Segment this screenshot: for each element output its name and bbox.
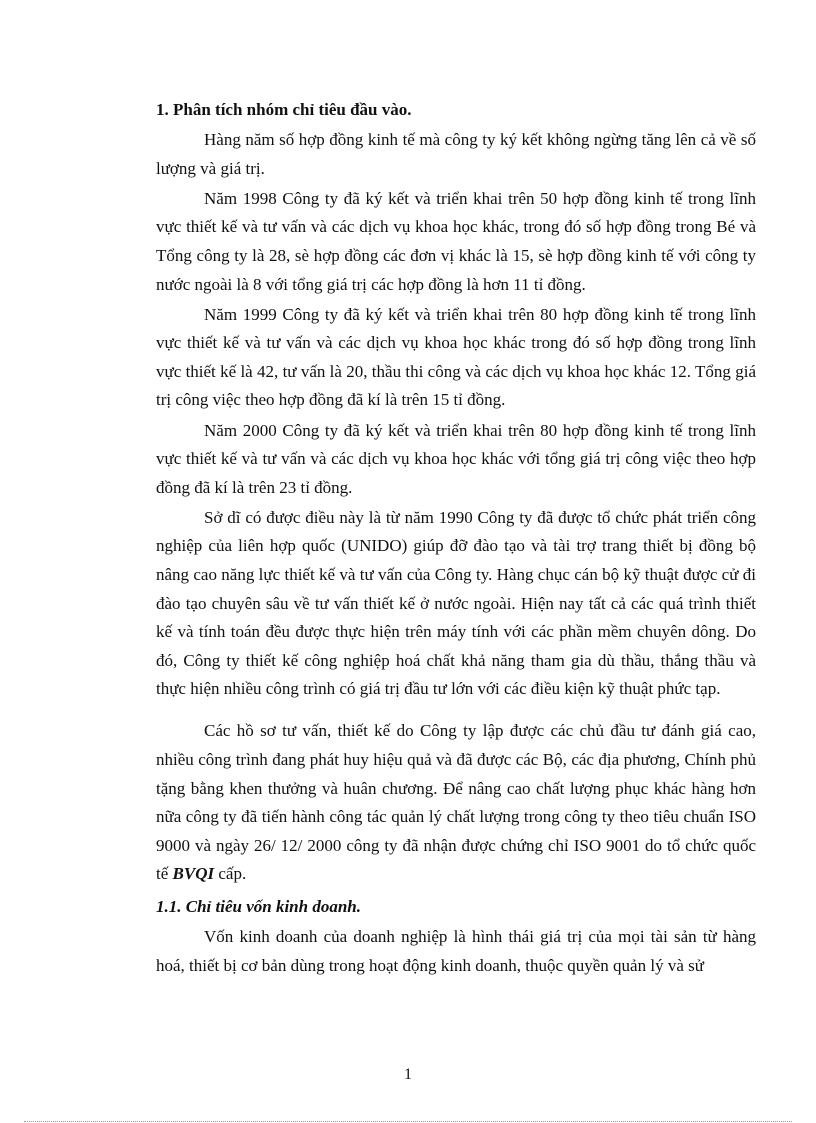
- section-heading: 1. Phân tích nhóm chỉ tiêu đầu vào.: [156, 100, 412, 119]
- iso-text-before: Các hồ sơ tư vấn, thiết kế do Công ty lập được các chủ đầu tư đánh giá cao, nhiều công trình đang phát huy hiệu quả và đã được các Bộ, các địa phương, Chính phủ tặng bằng khen thưởng và huân chương. Để nâng cao chất lượng phục khác hàng hơn nữa công ty đã tiến hành công tác quản lý chất lượng trong công ty theo tiêu chuẩn ISO 9000 và ngày 26/ 12/ 2000 công ty đã nhận được chứng chỉ ISO 9001 do tổ chức quốc tế: [156, 721, 756, 884]
- iso-emphasis: BVQI: [172, 864, 215, 884]
- paragraph-2000: Năm 2000 Công ty đã ký kết và triển khai trên 80 hợp đồng kinh tế trong lĩnh vực thiết kế và tư vấn và các dịch vụ khoa học khác với tổng giá trị công việc theo hợp đồng đã kí là trên 23 tỉ đồng.: [156, 420, 756, 497]
- page-number: 1: [404, 1066, 412, 1083]
- paragraph-iso: [156, 716, 756, 889]
- paragraph-1998: Năm 1998 Công ty đã ký kết và triển khai trên 50 hợp đồng kinh tế trong lĩnh vực thiết kế và tư vấn và các dịch vụ khoa học khác, trong đó số hợp đồng trong Bé và Tổng công ty là 28, sè hợp đồng các đơn vị khác là 15, sè hợp đồng kinh tế với công ty nước ngoài là 8 với tổng giá trị các hợp đồng là hơn 11 tỉ đồng.: [156, 188, 756, 294]
- iso-text-after: cấp.: [214, 864, 247, 884]
- footer-divider: [24, 1121, 792, 1122]
- paragraph-unido: Sở dĩ có được điều này là từ năm 1990 Công ty đã được tổ chức phát triển công nghiệp của liên hợp quốc (UNIDO) giúp đỡ đào tạo và tài trợ trang thiết bị đồng bộ nâng cao năng lực thiết kế và tư vấn của Công ty. Hàng chục cán bộ kỹ thuật được cử đi đào tạo chuyên sâu về tư vấn thiết kế ở nước ngoài. Hiện nay tất cả các quá trình thiết kế và tính toán đều được thực hiện trên máy tính với các phần mềm chuyên dông. Do đó, Công ty thiết kế công nghiệp hoá chất khả năng tham gia dù thầu, thắng thầu và thực hiện nhiều công trình có giá trị đầu tư lớn với các điều kiện kỹ thuật phức tạp.: [156, 507, 756, 699]
- subsection-heading: 1.1. Chỉ tiêu vốn kinh doanh.: [156, 897, 362, 917]
- paragraph-capital: Vốn kinh doanh của doanh nghiệp là hình thái giá trị của mọi tài sản từ hàng hoá, thiết bị cơ bản dùng trong hoạt động kinh doanh, thuộc quyền quản lý và sử: [156, 927, 756, 975]
- document-body: [156, 96, 756, 980]
- paragraph-intro: Hàng năm số hợp đồng kinh tế mà công ty ký kết không ngừng tăng lên cả về số lượng và giá trị.: [156, 130, 756, 178]
- paragraph-1999: Năm 1999 Công ty đã ký kết và triển khai trên 80 hợp đồng kinh tế trong lĩnh vực thiết kế và tư vấn và các dịch vụ khoa học khác trong đó số hợp đồng trong lĩnh vực thiết kế là 42, tư vấn là 20, thầu thi công và các dịch vụ khoa học khác 12. Tổng giá trị công việc theo hợp đồng đã kí là trên 15 tỉ đồng.: [156, 304, 756, 410]
